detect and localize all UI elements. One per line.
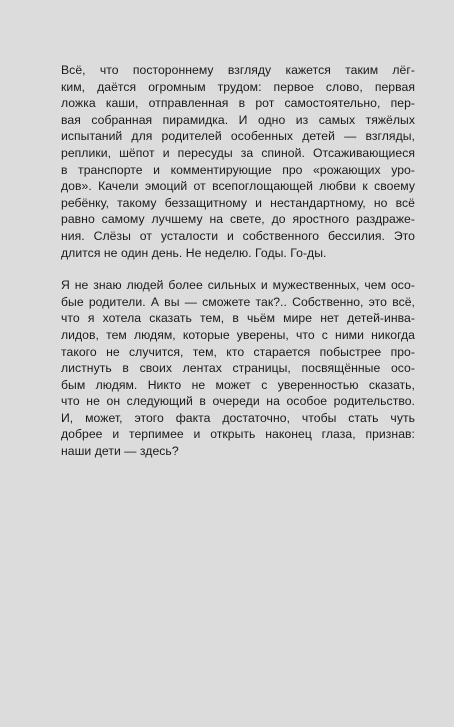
- text-line: дов». Качели эмоций от всепоглощающей любви к своему: [61, 179, 415, 194]
- text-line: что не он следующий в очереди на особое родительство.: [61, 394, 415, 409]
- text-line: ким, даётся огромным трудом: первое слово, первая: [61, 79, 415, 94]
- text-line: добрее и терпимее и открыть наконец глаза, признав:: [61, 427, 415, 442]
- text-line: равно самому лучшему на свете, до яростного раздраже-: [61, 212, 415, 227]
- text-block: [61, 62, 415, 460]
- text-line: ния. Слёзы от усталости и собственного бессилия. Это: [61, 228, 415, 243]
- text-line: в транспорте и комментирующие про «рожающих уро-: [61, 162, 415, 177]
- text-line: ложка каши, отправленная в рот самостоятельно, пер-: [61, 96, 415, 111]
- text-line: Я не знаю людей более сильных и мужественных, чем осо-: [61, 278, 415, 293]
- text-line: лидов, тем людям, которые уверены, что с ними никогда: [61, 327, 415, 342]
- text-line: такого не случится, тем, кто старается побыстрее про-: [61, 344, 415, 359]
- paragraph-1: [61, 62, 415, 261]
- text-line: вая собранная пирамидка. И одно из самых тяжёлых: [61, 112, 415, 127]
- text-line: листнуть в своих лентах страницы, посвящённые осо-: [61, 361, 415, 376]
- paragraph-2: [61, 277, 415, 460]
- text-line: реплики, шёпот и пересуды за спиной. Отсаживающиеся: [61, 145, 415, 160]
- text-line: Всё, что постороннему взгляду кажется таким лёг-: [61, 63, 415, 77]
- text-line: наши дети — здесь?: [61, 444, 179, 459]
- text-line: длится не один день. Не неделю. Годы. Го-ды.: [61, 245, 327, 260]
- text-line: что я хотела сказать тем, в чьём мире нет детей-инва-: [61, 311, 415, 326]
- text-line: ребёнку, такому беззащитному и нестандартному, но всё: [61, 195, 415, 210]
- text-line: И, может, этого факта достаточно, чтобы стать чуть: [61, 410, 415, 425]
- text-line: испытаний для родителей особенных детей — взгляды,: [61, 129, 415, 144]
- text-line: бые родители. А вы — сможете так?.. Собственно, это всё,: [61, 294, 415, 309]
- text-line: бым людям. Никто не может с уверенностью сказать,: [61, 377, 415, 392]
